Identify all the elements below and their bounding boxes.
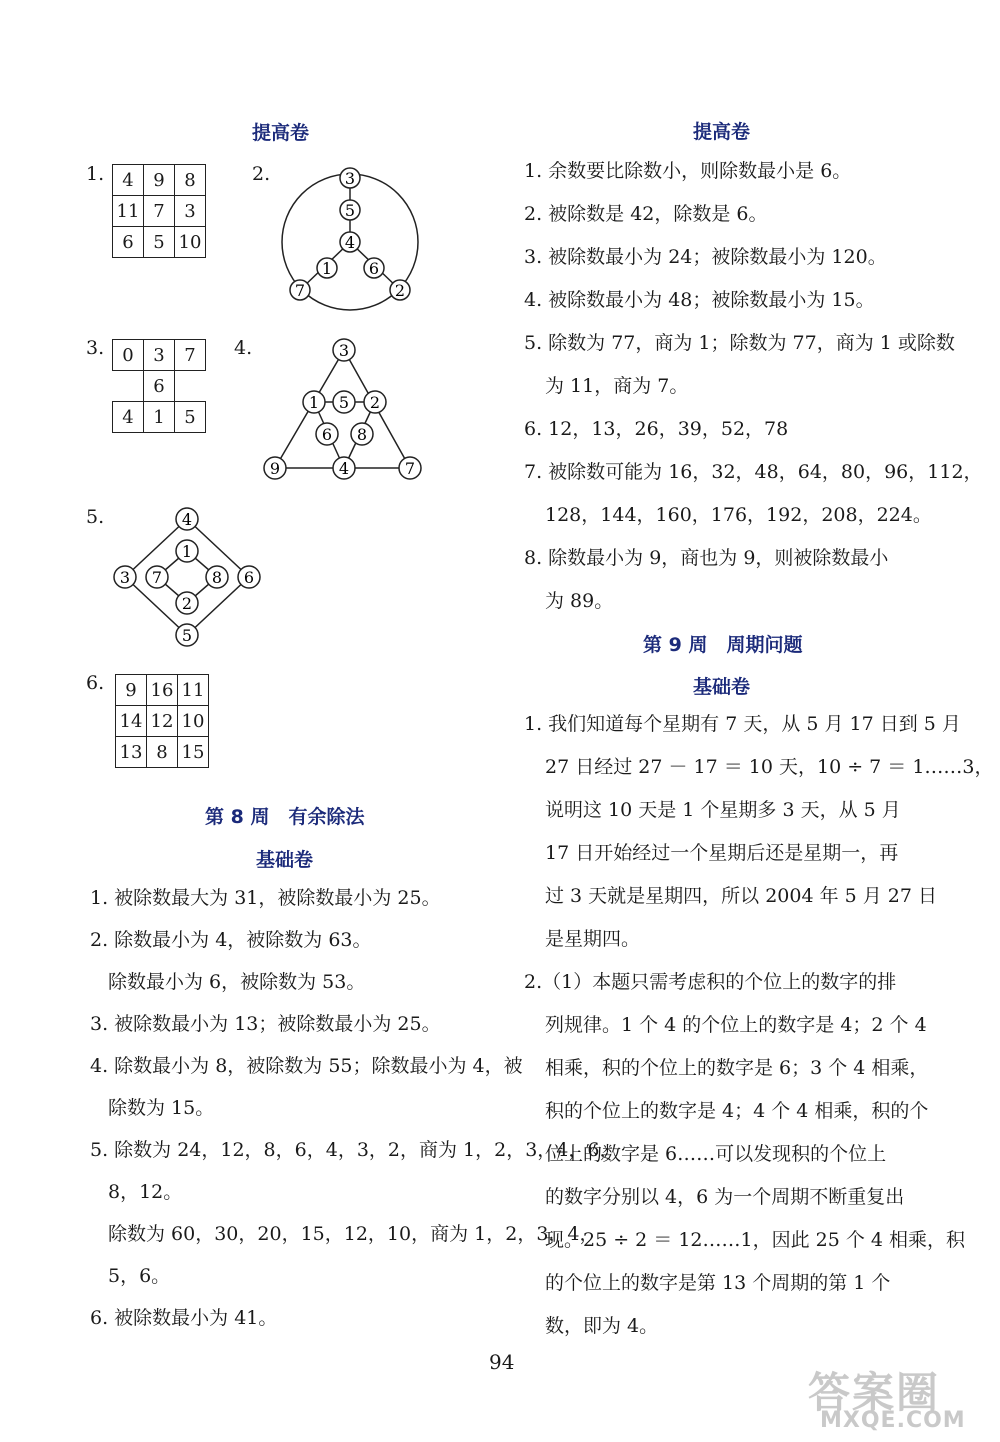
answer-line: 27 日经过 27 － 17 ＝ 10 天，10 ÷ 7 ＝ 1……3， — [545, 756, 994, 778]
grid-cell: 15 — [178, 737, 209, 768]
answer-line: 1. 我们知道每个星期有 7 天，从 5 月 17 日到 5 月 — [524, 713, 961, 735]
problem-label-1: 1. — [86, 163, 105, 185]
node — [333, 457, 355, 479]
answer-line: 4. 除数最小为 8，被除数为 55；除数最小为 4，被 — [90, 1055, 523, 1077]
answer-line: 数，即为 4。 — [545, 1315, 659, 1337]
answer-line: 说明这 10 天是 1 个星期多 3 天，从 5 月 — [545, 799, 901, 821]
week-9-title: 第 9 周 周期问题 — [643, 634, 803, 656]
grid-cell: 5 — [175, 402, 206, 433]
grid-cell — [113, 371, 144, 402]
node-label: 6 — [368, 259, 380, 278]
grid-cell: 6 — [144, 371, 175, 402]
right-section-heading: 提高卷 — [693, 121, 751, 143]
problem-label-5: 5. — [86, 506, 105, 528]
answer-line: 1. 被除数最大为 31，被除数最小为 25。 — [90, 887, 441, 909]
node — [390, 280, 410, 300]
answer-line: 8，12。 — [108, 1181, 183, 1203]
node — [176, 508, 198, 530]
grid-cell: 4 — [113, 165, 144, 196]
node — [290, 280, 310, 300]
answer-line: 除数为 15。 — [108, 1097, 215, 1119]
answer-line: 128，144，160，176，192，208，224。 — [545, 504, 932, 526]
left-section-heading: 提高卷 — [252, 122, 310, 144]
node-label: 3 — [119, 568, 131, 587]
grid-cell: 8 — [147, 737, 178, 768]
answer-line: 6. 12，13，26，39，52，78 — [524, 418, 789, 440]
node — [303, 391, 325, 413]
node-label: 6 — [321, 425, 333, 444]
magic-square-1 — [112, 164, 206, 258]
node-label: 4 — [181, 510, 193, 529]
node-label: 1 — [321, 259, 333, 278]
node — [317, 258, 337, 278]
answer-line: 17 日开始经过一个星期后还是星期一，再 — [545, 842, 899, 864]
answer-line: 现。25 ÷ 2 ＝ 12……1，因此 25 个 4 相乘，积 — [545, 1229, 966, 1251]
problem-label-4: 4. — [234, 337, 253, 359]
answer-line: 为 11，商为 7。 — [545, 375, 689, 397]
grid-cell: 8 — [175, 165, 206, 196]
answer-line: 6. 被除数最小为 41。 — [90, 1307, 278, 1329]
grid-cell: 16 — [147, 675, 178, 706]
triangle-diagram-4 — [255, 334, 435, 484]
grid-cell: 6 — [113, 227, 144, 258]
node-label: 8 — [211, 568, 223, 587]
answer-line: 积的个位上的数字是 4；4 个 4 相乘，积的个 — [545, 1100, 929, 1122]
grid-cell: 5 — [144, 227, 175, 258]
grid-cell: 10 — [175, 227, 206, 258]
node-label: 9 — [269, 459, 281, 478]
page-number: 94 — [489, 1350, 515, 1374]
answer-line: 位上的数字是 6……可以发现积的个位上 — [545, 1143, 887, 1165]
grid-cell: 9 — [116, 675, 147, 706]
node — [114, 566, 136, 588]
answer-line: 的个位上的数字是第 13 个周期的第 1 个 — [545, 1272, 891, 1294]
diamond-diagram-5 — [105, 505, 270, 650]
node-label: 2 — [181, 594, 193, 613]
answer-line: 是星期四。 — [545, 928, 641, 950]
node-label: 5 — [181, 626, 193, 645]
grid-cell: 12 — [147, 706, 178, 737]
node-label: 8 — [356, 425, 368, 444]
answer-line: 4. 被除数最小为 48；被除数最小为 15。 — [524, 289, 875, 311]
node — [351, 423, 373, 445]
grid-cell: 10 — [178, 706, 209, 737]
answer-line: 5. 除数为 77，商为 1；除数为 77，商为 1 或除数 — [524, 332, 955, 354]
node — [333, 339, 355, 361]
node — [333, 391, 355, 413]
node — [399, 457, 421, 479]
node — [316, 423, 338, 445]
node-label: 6 — [243, 568, 255, 587]
week-8-title: 第 8 周 有余除法 — [205, 806, 365, 828]
watermark-logo: 答案圈 — [808, 1368, 941, 1417]
cross-grid-3 — [112, 339, 206, 433]
problem-label-3: 3. — [86, 337, 105, 359]
magic-square-6 — [115, 674, 209, 768]
grid-cell: 13 — [116, 737, 147, 768]
answer-line: 为 89。 — [545, 590, 614, 612]
node — [206, 566, 228, 588]
node-label: 2 — [369, 393, 381, 412]
node — [176, 592, 198, 614]
answer-line: 的数字分别以 4，6 为一个周期不断重复出 — [545, 1186, 905, 1208]
answer-line: 除数最小为 6，被除数为 53。 — [108, 971, 366, 993]
answer-line: 8. 除数最小为 9，商也为 9，则被除数最小 — [524, 547, 889, 569]
watermark-url: MXQE.COM — [820, 1408, 966, 1433]
answer-line: 1. 余数要比除数小，则除数最小是 6。 — [524, 160, 852, 182]
grid-cell: 11 — [178, 675, 209, 706]
node-label: 7 — [151, 568, 163, 587]
grid-cell: 4 — [113, 402, 144, 433]
grid-cell — [175, 371, 206, 402]
node-label: 3 — [338, 341, 350, 360]
node-label: 1 — [181, 542, 193, 561]
grid-cell: 9 — [144, 165, 175, 196]
answer-line: 3. 被除数最小为 13；被除数最小为 25。 — [90, 1013, 441, 1035]
right-basic-heading: 基础卷 — [693, 676, 751, 698]
node-label: 1 — [308, 393, 320, 412]
answer-line: 5. 除数为 24，12，8，6，4，3，2，商为 1，2，3，4，6， — [90, 1139, 619, 1161]
node-label: 3 — [344, 169, 356, 188]
node-label: 7 — [404, 459, 416, 478]
problem-label-6: 6. — [86, 672, 105, 694]
node — [364, 258, 384, 278]
node — [340, 200, 360, 220]
answer-line: 5，6。 — [108, 1265, 171, 1287]
grid-cell: 0 — [113, 340, 144, 371]
grid-cell: 1 — [144, 402, 175, 433]
grid-cell: 7 — [144, 196, 175, 227]
grid-cell: 14 — [116, 706, 147, 737]
node — [176, 624, 198, 646]
node-label: 4 — [338, 459, 350, 478]
answer-line: 相乘，积的个位上的数字是 6；3 个 4 相乘， — [545, 1057, 929, 1079]
node-label: 5 — [344, 201, 356, 220]
node-label: 5 — [338, 393, 350, 412]
grid-cell: 3 — [175, 196, 206, 227]
node — [238, 566, 260, 588]
grid-cell: 11 — [113, 196, 144, 227]
answer-line: 3. 被除数最小为 24；被除数最小为 120。 — [524, 246, 887, 268]
grid-cell: 7 — [175, 340, 206, 371]
node-label: 4 — [344, 233, 356, 252]
answer-line: 2.（1）本题只需考虑积的个位上的数字的排 — [524, 971, 897, 993]
problem-label-2: 2. — [252, 163, 271, 185]
answer-line: 7. 被除数可能为 16，32，48，64，80，96，112， — [524, 461, 983, 483]
answer-line: 过 3 天就是星期四，所以 2004 年 5 月 27 日 — [545, 885, 938, 907]
grid-cell: 3 — [144, 340, 175, 371]
answer-line: 2. 被除数是 42，除数是 6。 — [524, 203, 768, 225]
node — [340, 168, 360, 188]
node — [364, 391, 386, 413]
node — [146, 566, 168, 588]
node — [340, 232, 360, 252]
answer-line: 除数为 60，30，20，15，12，10，商为 1，2，3，4， — [108, 1223, 599, 1245]
answer-line: 2. 除数最小为 4，被除数为 63。 — [90, 929, 372, 951]
node-label: 7 — [294, 281, 306, 300]
node — [176, 540, 198, 562]
node-label: 2 — [394, 281, 406, 300]
left-basic-heading: 基础卷 — [256, 849, 314, 871]
answer-line: 列规律。1 个 4 的个位上的数字是 4；2 个 4 — [545, 1014, 927, 1036]
circle-diagram-2 — [270, 158, 430, 318]
node — [264, 457, 286, 479]
